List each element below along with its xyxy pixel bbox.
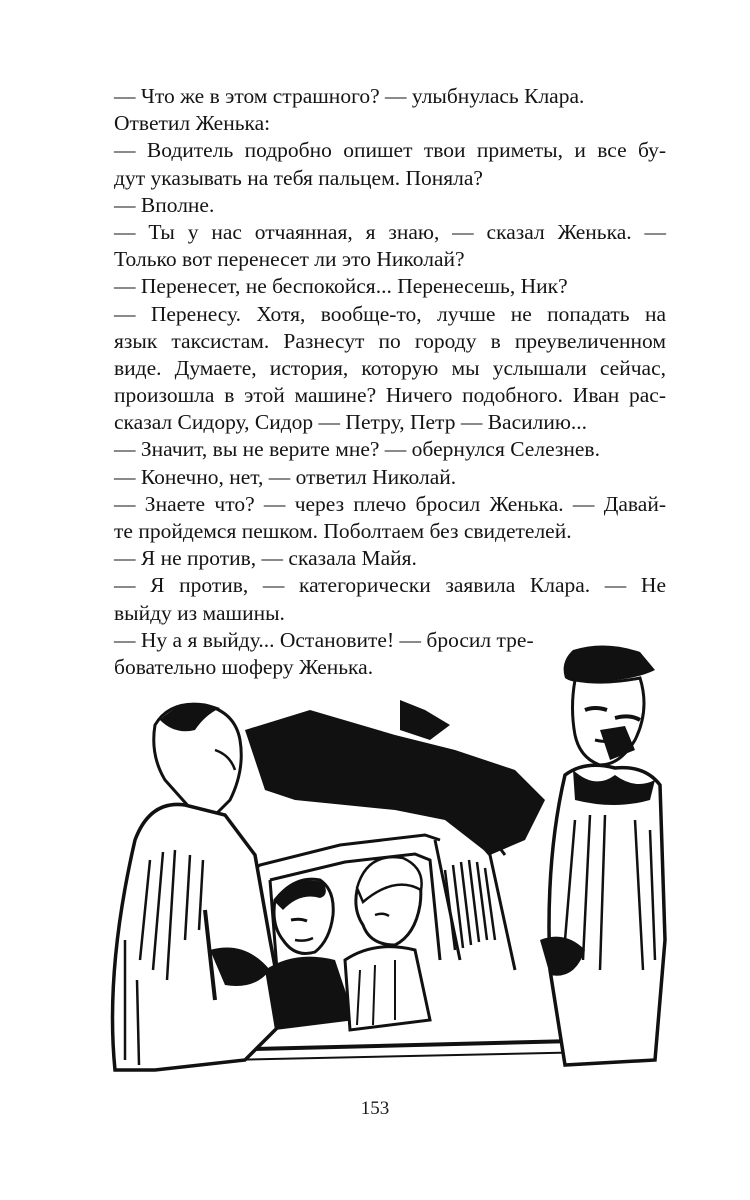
taxi-scene-illustration xyxy=(95,640,670,1090)
taxi-driver-figure xyxy=(540,645,665,1065)
passenger-man-figure xyxy=(265,879,355,1030)
text-line: сказал Сидору, Сидор — Петру, Петр — Василию... xyxy=(114,410,588,435)
text-line: — Я против, — категорически заявила Клара. — Не xyxy=(114,573,666,598)
passenger-woman-figure xyxy=(345,857,430,1030)
text-line: — Ты у нас отчаянная, я знаю, — сказал Женька. — xyxy=(114,219,666,244)
text-line: — Вполне. xyxy=(114,192,215,217)
text-line: — Ну а я выйду... Остановите! — бросил тре- xyxy=(114,627,534,652)
text-line: Только вот перенесет ли это Николай? xyxy=(114,247,465,272)
page-text xyxy=(114,83,666,681)
text-line: — Значит, вы не верите мне? — обернулся Селезнев. xyxy=(114,437,600,462)
text-line: те пройдемся пешком. Поболтаем без свидетелей. xyxy=(114,519,572,543)
text-line: — Знаете что? — через плечо бросил Женька. — Давай- xyxy=(114,491,666,516)
page-number: 153 xyxy=(360,1098,390,1119)
text-line: язык таксистам. Разнесут по городу в преувеличенном xyxy=(114,328,666,353)
background-shadow xyxy=(245,710,545,855)
text-line: — Что же в этом страшного? — улыбнулась Клара. xyxy=(114,84,585,108)
text-line: — Перенесу. Хотя, вообще-то, лучше не попадать на xyxy=(114,301,666,326)
text-line: — Перенесет, не беспокойся... Перенесешь, Ник? xyxy=(114,274,568,299)
car-door-hatching xyxy=(445,860,495,950)
text-line: Ответил Женька: xyxy=(114,111,271,136)
text-line: выйду из машины. xyxy=(114,600,285,625)
text-line: бовательно шоферу Женька. xyxy=(114,654,374,679)
text-line: — Водитель подробно опишет твои приметы, и все бу- xyxy=(114,138,666,163)
text-line: — Конечно, нет, — ответил Николай. xyxy=(114,464,457,489)
text-line: — Я не против, — сказала Майя. xyxy=(114,546,417,571)
text-line: виде. Думаете, история, которую мы услышали сейчас, xyxy=(114,355,666,380)
text-line: дут указывать на тебя пальцем. Поняла? xyxy=(114,165,483,190)
text-line: произошла в этой машине? Ничего подобного. Иван рас- xyxy=(114,383,666,408)
